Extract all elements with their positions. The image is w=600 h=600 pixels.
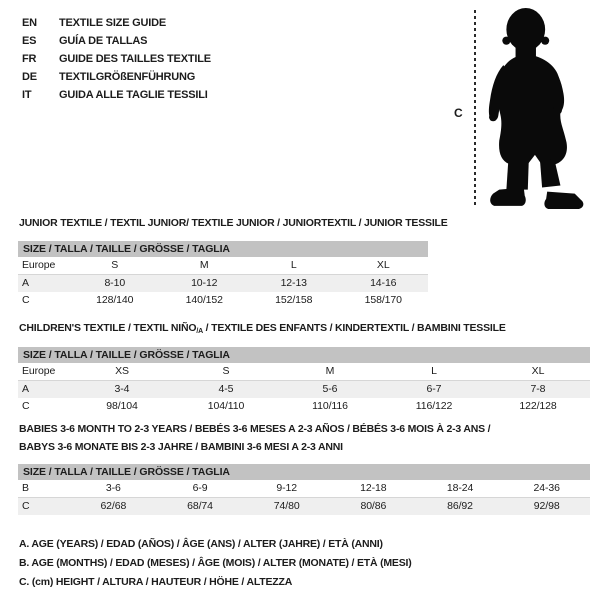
table-cell: 158/170 <box>364 294 402 306</box>
table-cell: 24-36 <box>533 482 560 494</box>
row-label: Europe <box>22 259 56 271</box>
language-code: FR <box>22 53 37 65</box>
table-cell: 3-4 <box>114 383 130 395</box>
row-label: C <box>22 400 30 412</box>
table-cell: 80/86 <box>360 500 387 512</box>
language-row <box>22 68 211 86</box>
table-row <box>18 480 590 498</box>
footnote-c: C. (cm) HEIGHT / ALTURA / HAUTEUR / HÖHE / ALTEZZA <box>19 576 293 588</box>
table-cell: S <box>222 365 230 377</box>
table-cell: 110/116 <box>312 400 348 412</box>
table-cell: 12-13 <box>280 277 307 289</box>
footnote-b: B. AGE (MONTHS) / EDAD (MESES) / ÂGE (MOIS) / ALTER (MONATE) / ETÀ (MESI) <box>19 557 412 569</box>
language-label: TEXTILGRÖßENFÜHRUNG <box>59 71 196 83</box>
height-dashed-line <box>474 10 476 206</box>
language-row <box>22 50 211 68</box>
footnotes <box>19 535 412 592</box>
table-cell: 9-12 <box>276 482 297 494</box>
babies-title-line2: BABYS 3-6 MONATE BIS 2-3 JAHRE / BAMBINI 3-6 MESI A 2-3 ANNI <box>19 440 343 453</box>
row-label: Europe <box>22 365 56 377</box>
table-cell: 62/68 <box>100 500 127 512</box>
language-list <box>22 14 211 104</box>
row-label: C <box>22 500 30 512</box>
table-cell: 122/128 <box>519 400 557 412</box>
language-code: ES <box>22 35 37 47</box>
row-label: B <box>22 482 29 494</box>
junior-size-table <box>18 241 428 309</box>
size-header-row: SIZE / TALLA / TAILLE / GRÖSSE / TAGLIA <box>18 464 590 480</box>
table-cell: 18-24 <box>446 482 474 494</box>
table-cell: 86/92 <box>447 500 473 512</box>
table-row <box>18 381 590 398</box>
table-cell: L <box>431 365 437 377</box>
language-row <box>22 14 211 32</box>
children-size-table <box>18 347 590 415</box>
table-cell: 140/152 <box>185 294 223 306</box>
table-cell: 152/158 <box>275 294 313 306</box>
table-cell: 4-5 <box>218 383 234 395</box>
row-label: C <box>22 294 30 306</box>
children-title-subscript: /A <box>196 328 203 335</box>
table-cell: 10-12 <box>191 277 218 289</box>
language-label: GUIDA ALLE TAGLIE TESSILI <box>59 89 208 101</box>
table-cell: 104/110 <box>207 400 245 412</box>
children-title-text: CHILDREN'S TEXTILE / TEXTIL NIÑO <box>19 322 197 334</box>
table-row <box>18 498 590 515</box>
language-code: DE <box>22 71 37 83</box>
table-row <box>18 257 428 275</box>
table-cell: 6-9 <box>192 482 208 494</box>
table-cell: 8-10 <box>104 277 126 289</box>
babies-title-line1: BABIES 3-6 MONTH TO 2-3 YEARS / BEBÉS 3-6 MESES A 2-3 AÑOS / BÉBÉS 3-6 MOIS À 2-3 ANS / <box>19 423 491 435</box>
language-code: IT <box>22 89 32 101</box>
table-row <box>18 398 590 415</box>
height-measure-label: C <box>454 106 463 120</box>
footnote-a: A. AGE (YEARS) / EDAD (AÑOS) / ÂGE (ANS) / ALTER (JAHRE) / ETÀ (ANNI) <box>19 538 383 550</box>
table-cell: 98/104 <box>106 400 138 412</box>
table-cell: XS <box>115 365 129 377</box>
table-cell: M <box>325 365 335 377</box>
table-row <box>18 292 428 309</box>
table-cell: 68/74 <box>187 500 213 512</box>
toddler-silhouette-icon <box>487 6 589 210</box>
table-cell: S <box>111 259 119 271</box>
language-label: TEXTILE SIZE GUIDE <box>59 17 167 29</box>
table-cell: M <box>199 259 209 271</box>
language-row <box>22 32 211 50</box>
size-header-row: SIZE / TALLA / TAILLE / GRÖSSE / TAGLIA <box>18 347 590 363</box>
table-cell: 14-16 <box>370 277 397 289</box>
table-cell: 5-6 <box>322 383 338 395</box>
table-row <box>18 363 590 381</box>
babies-size-table <box>18 464 590 515</box>
children-section-title <box>19 322 506 335</box>
babies-section-title <box>19 421 579 456</box>
table-cell: 74/80 <box>273 500 300 512</box>
table-cell: 92/98 <box>533 500 560 512</box>
table-cell: XL <box>531 365 545 377</box>
row-label: A <box>22 383 29 395</box>
table-cell: 128/140 <box>96 294 134 306</box>
table-cell: 116/122 <box>415 400 453 412</box>
table-row <box>18 275 428 292</box>
language-code: EN <box>22 17 37 29</box>
language-label: GUÍA DE TALLAS <box>59 35 148 47</box>
children-title-text: / TEXTILE DES ENFANTS / KINDERTEXTIL / BAMBINI TESSILE <box>202 322 506 334</box>
table-cell: 12-18 <box>360 482 387 494</box>
table-cell: 3-6 <box>105 482 121 494</box>
row-label: A <box>22 277 29 289</box>
language-row <box>22 86 211 104</box>
table-cell: L <box>290 259 297 271</box>
junior-section-title: JUNIOR TEXTILE / TEXTIL JUNIOR/ TEXTILE JUNIOR / JUNIORTEXTIL / JUNIOR TESSILE <box>19 217 448 229</box>
table-cell: XL <box>376 259 390 271</box>
size-header-row: SIZE / TALLA / TAILLE / GRÖSSE / TAGLIA <box>18 241 428 257</box>
table-cell: 6-7 <box>426 383 442 395</box>
table-cell: 7-8 <box>530 383 546 395</box>
language-label: GUIDE DES TAILLES TEXTILE <box>59 53 211 65</box>
